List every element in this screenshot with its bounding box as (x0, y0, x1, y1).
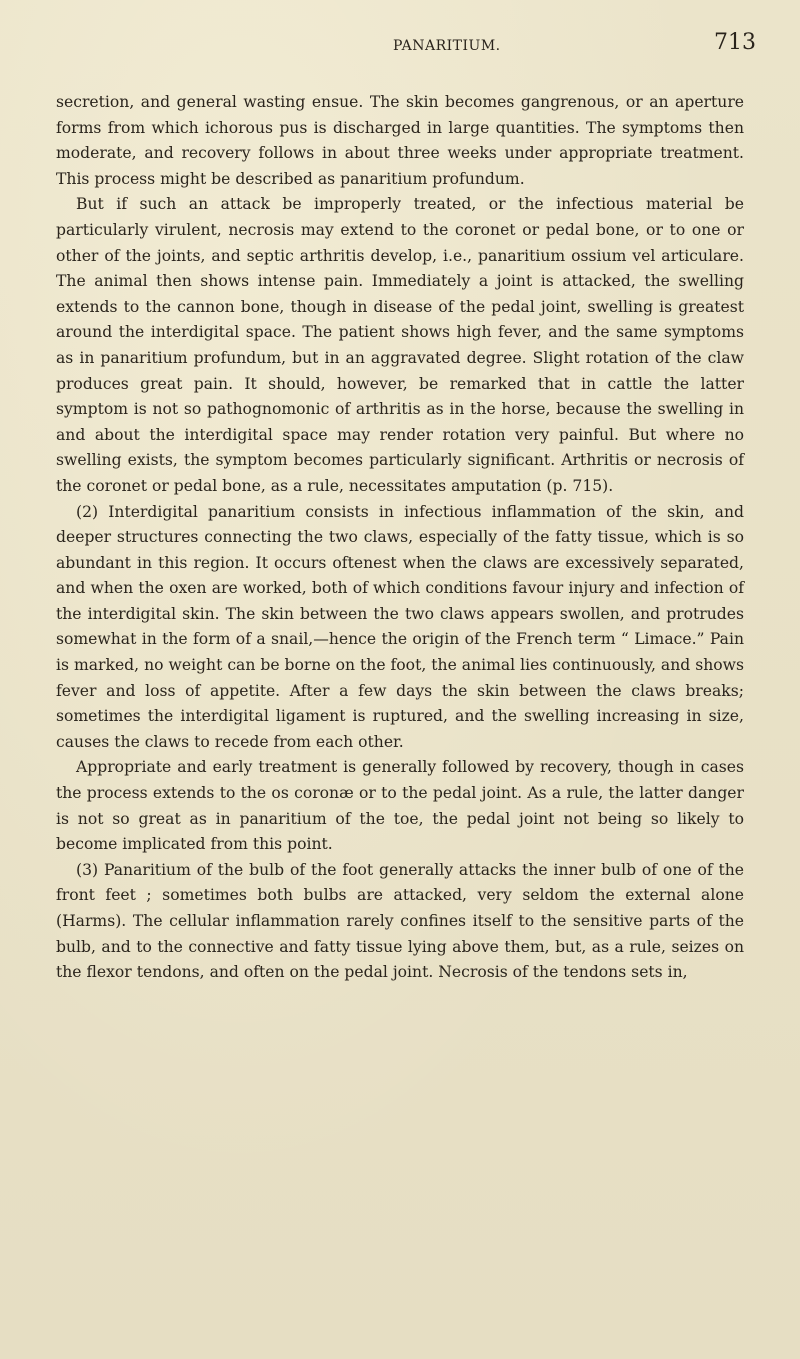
body-text (56, 90, 744, 986)
paragraph-interdigital-panaritium: (2) Interdigital panaritium consists in infectious inflammation of the skin, and deeper structures connecting the two claws, especially of the fatty tissue, which is so abundant in this region. It occurs oftenest when the claws are excessively separated, and when the oxen are worked, both of which conditions favour injury and infection of the interdigital skin. The skin between the two claws appears swollen, and protrudes somewhat in the form of a snail,—hence the origin of the French term “ Limace.” Pain is marked, no weight can be borne on the foot, the animal lies continuously, and shows fever and loss of appetite. After a few days the skin between the claws breaks; sometimes the interdigital ligament is ruptured, and the swelling increasing in size, causes the claws to recede from each other. (56, 502, 744, 751)
paragraph-continued: secretion, and general wasting ensue. The skin becomes gangrenous, or an aperture forms from which ichorous pus is discharged in large quantities. The symptoms then moderate, and recovery follows in about three weeks under appropriate treatment. This process might be described as panaritium profundum. (56, 93, 744, 188)
paragraph-treatment: Appropriate and early treatment is generally followed by recovery, though in cases the process extends to the os coronæ or to the pedal joint. As a rule, the latter danger is not so great as in panaritium of the toe, the pedal joint not being so likely to become implicated from this point. (56, 758, 744, 854)
paragraph-septic-arthritis: But if such an attack be improperly treated, or the infectious material be particularly virulent, necrosis may extend to the coronet or pedal bone, or to one or other of the joints, and septic arthritis develop, i.e., panaritium ossium vel articulare. The animal then shows intense pain. Immediately a joint is attacked, the swelling extends to the cannon bone, though in disease of the pedal joint, swelling is greatest around the interdigital space. The patient shows high fever, and the same symptoms as in panaritium profundum, but in an aggravated degree. Slight rotation of the claw produces great pain. It should, however, be remarked that in cattle the latter symptom is not so pathognomonic of arthritis as in the horse, because the swelling in and about the interdigital space may render rotation very painful. But where no swelling exists, the symptom becomes particularly significant. Arthritis or necrosis of the coronet or pedal bone, as a rule, necessitates amputation (p. 715). (56, 195, 744, 495)
page-number: 713 (714, 30, 756, 55)
paragraph-bulb-panaritium: (3) Panaritium of the bulb of the foot generally attacks the inner bulb of one of the front feet ; sometimes both bulbs are attacked, very seldom the external alone (Harms). The cellular inflammation rarely confines itself to the sensitive parts of the bulb, and to the connective and fatty tissue lying above them, but, as a rule, seizes on the flexor tendons, and often on the pedal joint. Necrosis of the tendons sets in, (56, 860, 744, 982)
running-title: PANARITIUM. (393, 38, 501, 54)
